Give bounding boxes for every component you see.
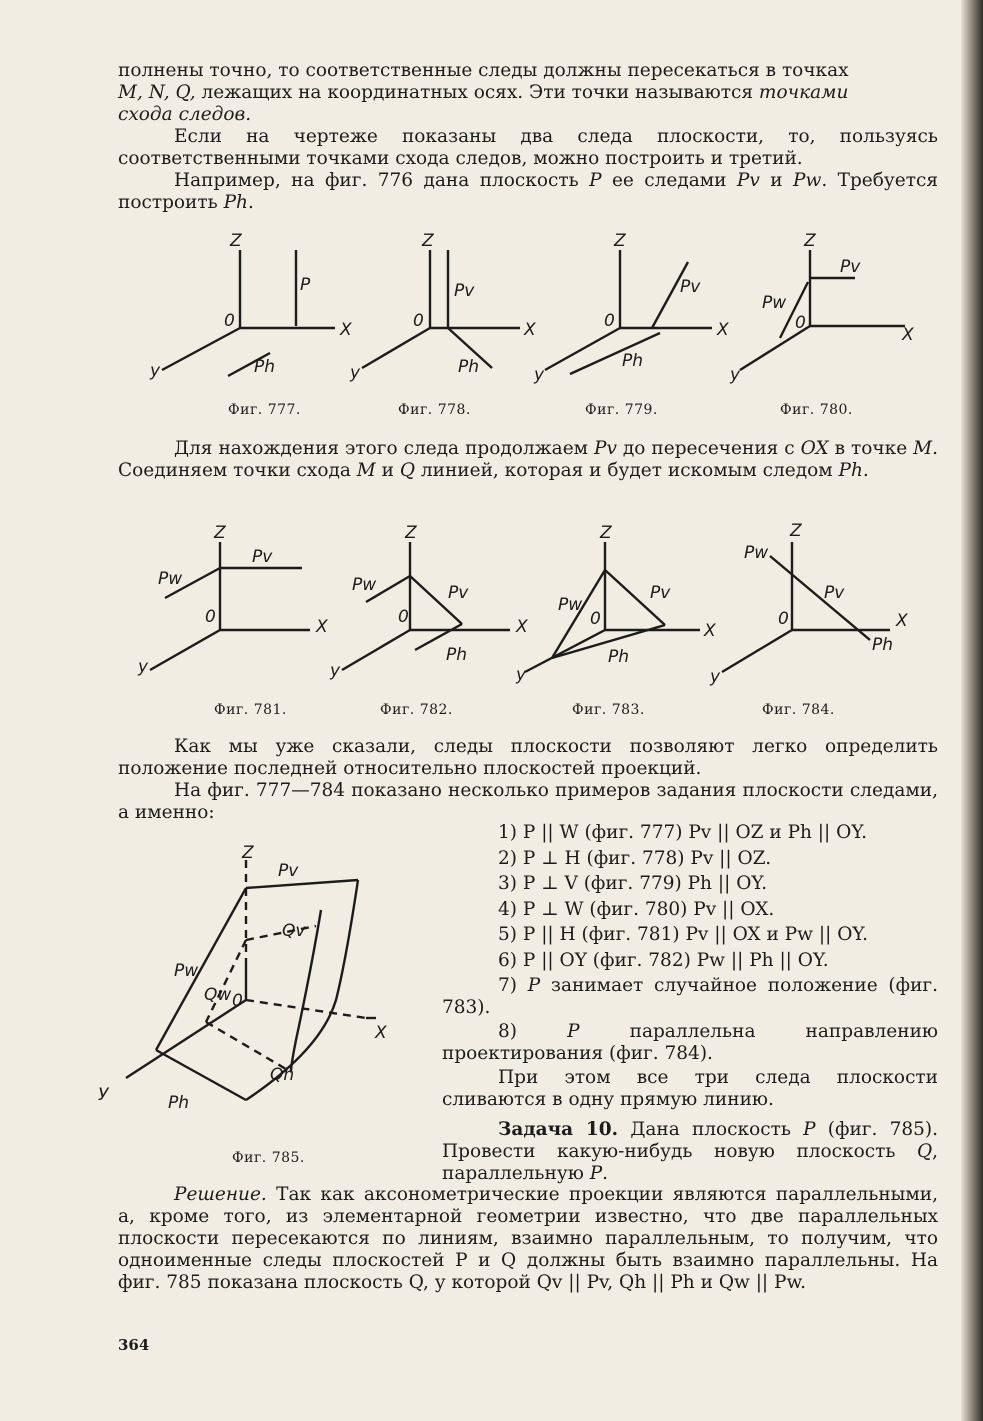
trace-qh-label: Qh [270,1065,295,1085]
trace-pv-label: Pv [824,583,845,603]
text: Например, на фиг. 776 дана плоскость [174,170,590,191]
axis-z-label: Z [230,231,242,251]
origin-label: 0 [604,311,615,331]
task-10 [442,1119,938,1185]
trace-qv-label: Qv [282,921,306,941]
text-italic: P [567,1021,580,1042]
axis-z-label: Z [214,523,226,543]
page-edge-shadow [961,0,983,1421]
examples-list [442,820,938,1185]
paragraph-2: Если на чертеже показаны два следа плоскости, то, пользуясь соответственными точками схода следов, можно построить и третий. [118,126,938,169]
axis-y-label: y [534,365,545,385]
paragraph-6: На фиг. 777—784 показано несколько примеров задания плоскости следами, а именно: [118,780,938,823]
caption-fig-783: Фиг. 783. [572,702,645,718]
text-italic: M [913,438,933,459]
origin-label: 0 [413,311,424,331]
trace-ph-label: Ph [168,1093,190,1113]
axis-x-label: X [516,617,528,637]
text-italic: P [589,170,602,191]
axis-x-label: X [902,325,914,345]
caption-fig-782: Фиг. 782. [380,702,453,718]
text-italic: M [356,460,376,481]
paragraph-1 [118,60,938,126]
text: Для нахождения этого следа продолжаем [174,438,595,459]
trace-pw-label: Pw [762,293,787,313]
origin-label: 0 [795,313,806,333]
trace-ph-label: Ph [608,647,630,667]
axis-z-label: Z [804,231,816,251]
text: . Соединяем точки схода [118,438,938,481]
text-italic: P [589,1163,603,1184]
trace-pv-label: Pv [448,583,469,603]
axis-x-label: X [375,1023,387,1043]
caption-fig-784: Фиг. 784. [762,702,835,718]
caption-fig-778: Фиг. 778. [398,402,471,418]
axis-y-label: y [350,363,361,383]
list-note: При этом все три следа плоскости сливаются в одну прямую линию. [442,1067,938,1110]
figure-row-1 [140,228,940,398]
text: линией, которая и будет искомым следом [415,460,839,481]
axis-y-label: y [730,365,741,385]
solution-label: Решение. [174,1184,267,1205]
origin-label: 0 [398,607,409,627]
origin-label: 0 [224,311,235,331]
axis-x-label: X [340,320,352,340]
text-italic: Pw [793,170,822,191]
trace-pv-label: Pv [650,583,671,603]
text-line: лежащих на координатных осях. Эти точки называются [195,82,759,103]
axis-y-label: У [98,1085,109,1105]
list-item: 2) P ⊥ H (фиг. 778) Pv || OZ. [498,847,772,869]
text-italic: P [803,1119,816,1140]
text-italic: P [527,975,541,996]
axis-y-label: y [330,661,341,681]
trace-pv-label: Pv [680,277,701,297]
list-item: 6) P || OY (фиг. 782) Pw || Ph || OY. [498,949,829,971]
paragraph-3 [118,170,938,214]
caption-fig-781: Фиг. 781. [214,702,287,718]
text: Так как аксонометрические проекции являются параллельными, а, кроме того, из элементарной геометрии известно, что две параллельных плоскости пересекаются по линиям, взаимно параллельным, то получим, что одноименные следы плоскостей P и Q должны быть взаимно параллельны. На фиг. 785 показана плоскость Q, у которой Qv || Pv, Qh || Ph и Qw || Pw. [118,1184,938,1293]
paragraph-5: Как мы уже сказали, следы плоскости позволяют легко определить положение последней относительно плоскостей проекций. [118,736,938,779]
list-item: 3) P ⊥ V (фиг. 779) Ph || OY. [498,873,768,894]
trace-ph-label: Ph [622,351,644,371]
axis-y-label: y [710,667,721,687]
solution-paragraph [118,1184,938,1294]
text: занимает случайное положение (фиг. 783). [442,975,938,1018]
task-label: Задача 10. [498,1119,619,1140]
axis-y-label: y [516,665,527,685]
caption-fig-780: Фиг. 780. [780,402,853,418]
page-number: 364 [118,1336,150,1354]
list-item: 5) P || H (фиг. 781) Pv || OX и Pw || OY. [498,924,869,945]
origin-label: 0 [590,609,601,629]
text-italic: OX [800,438,829,459]
axis-x-label: X [896,611,908,631]
text: Дана плоскость [618,1119,804,1140]
text: и [375,460,400,481]
list-item: 1) P || W (фиг. 777) Pv || OZ и Ph || OY. [498,822,868,843]
trace-ph-label: Ph [458,357,480,377]
text-italic: Ph [223,192,248,213]
axis-z-label: Z [405,523,417,543]
axis-x-label: X [316,617,328,637]
text: в точке [828,438,914,459]
text: ее следами [601,170,737,191]
text: , параллельную [442,1141,938,1184]
figure-785 [96,840,436,1140]
trace-pv-label: Pv [252,547,273,567]
figure-row-2 [130,520,930,695]
text: . [602,1163,609,1184]
origin-label: 0 [778,609,789,629]
axis-y-label: y [150,361,161,381]
trace-pw-label: Pw [158,569,183,589]
paragraph-4 [118,438,938,482]
text: 8) [498,1021,568,1042]
text-italic: Ph [838,460,863,481]
text: до пересечения с [616,438,801,459]
caption-fig-785: Фиг. 785. [232,1150,305,1166]
list-item [442,975,938,1019]
axis-y-label: y [138,657,149,677]
axis-x-label: X [717,320,729,340]
text-italic: Q [399,460,416,481]
trace-pv-label: Pv [454,281,475,301]
text: (фиг. 785). Провести какую-нибудь новую плоскость [442,1119,938,1162]
trace-ph-label: Ph [872,635,894,655]
axis-x-label: X [524,320,536,340]
trace-p-label: P [300,275,311,295]
text: параллельна направлению проектирования (фиг. 784). [442,1021,939,1064]
axis-z-label: Z [600,523,612,543]
text: . Требуется построить [118,170,938,213]
axis-z-label: Z [242,843,254,863]
origin-label: 0 [232,991,243,1011]
text-italic: Pv [594,438,617,459]
axis-z-label: Z [422,231,434,251]
trace-ph-label: Ph [254,357,276,377]
text-italic: схода следов. [118,104,252,125]
trace-pw-label: Pw [744,543,769,563]
text-italic: точками [758,82,849,103]
trace-qw-label: Qw [204,985,232,1005]
text-line: полнены точно, то соответственные следы должны пересекаться в точках [118,60,849,81]
list-item [442,1021,938,1065]
text-italic: Q [916,1141,933,1162]
text: 7) [498,975,528,996]
trace-pw-label: Pw [352,575,377,595]
axis-x-label: X [704,621,716,641]
list-item: 4) P ⊥ W (фиг. 780) Pv || OX. [498,898,775,920]
caption-fig-779: Фиг. 779. [585,402,658,418]
trace-ph-label: Ph [446,645,468,665]
trace-pw-label: Pw [558,595,583,615]
text-italic: M, N, Q, [118,82,196,103]
text-italic: Pv [736,170,760,191]
caption-fig-777: Фиг. 777. [228,402,301,418]
origin-label: 0 [205,607,216,627]
text: и [759,170,794,191]
trace-pv-label: Pv [840,257,861,277]
trace-pw-label: Pw [174,961,199,981]
text: . [862,460,869,481]
axis-z-label: Z [614,231,626,251]
trace-pv-label: Pv [278,861,299,881]
axis-z-label: Z [790,521,802,541]
text: . [247,192,254,213]
